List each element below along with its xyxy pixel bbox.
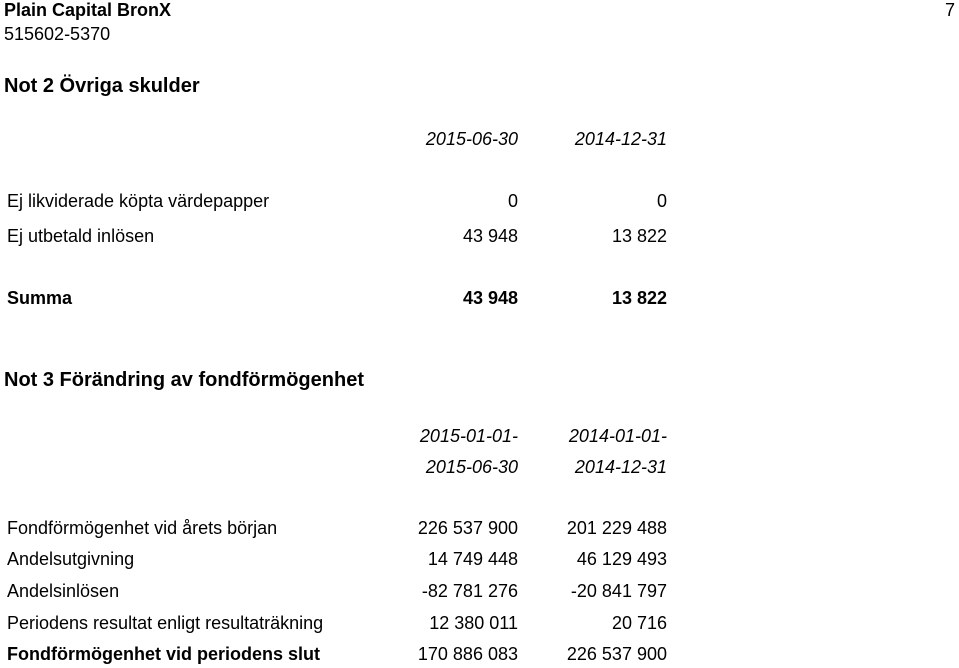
note2-total-value-1: 43 948 — [462, 288, 518, 308]
note2-total-label: Summa — [7, 288, 73, 308]
note3-col1-period-end: 2015-06-30 — [425, 457, 518, 477]
note3-total-value-1: 170 886 083 — [417, 644, 518, 664]
note2-total-value-2: 13 822 — [611, 288, 667, 308]
note3-row-label: Fondförmögenhet vid årets början — [7, 518, 278, 538]
note3-row-label: Periodens resultat enligt resultaträkning — [7, 613, 324, 633]
note3-row-value-2: -20 841 797 — [570, 581, 667, 601]
note3-row-value-2: 20 716 — [611, 613, 667, 633]
note3-total-value-2: 226 537 900 — [566, 644, 667, 664]
note3-row-value-1: 14 749 448 — [427, 549, 518, 569]
note3-row-label: Andelsutgivning — [7, 549, 135, 569]
note3-row-value-1: 226 537 900 — [417, 518, 518, 538]
note3-title: Not 3 Förändring av fondförmögenhet — [4, 369, 364, 391]
note3-row-label: Andelsinlösen — [7, 581, 120, 601]
note2-row-value-2: 13 822 — [611, 226, 667, 246]
org-number: 515602-5370 — [4, 24, 111, 44]
note3-row-value-2: 201 229 488 — [566, 518, 667, 538]
note2-row-value-1: 43 948 — [462, 226, 518, 246]
page-number: 7 — [944, 0, 955, 20]
note2-row-value-1: 0 — [507, 191, 518, 211]
note3-col2-period-start: 2014-01-01- — [568, 426, 667, 446]
note3-row-value-2: 46 129 493 — [576, 549, 667, 569]
note3-row-value-1: -82 781 276 — [421, 581, 518, 601]
note3-total-label: Fondförmögenhet vid periodens slut — [7, 644, 321, 664]
note3-col2-period-end: 2014-12-31 — [574, 457, 667, 477]
note3-row-value-1: 12 380 011 — [429, 613, 518, 633]
note2-row-value-2: 0 — [656, 191, 667, 211]
note2-row-label: Ej utbetald inlösen — [7, 226, 155, 246]
note2-title: Not 2 Övriga skulder — [4, 75, 200, 97]
company-name: Plain Capital BronX — [4, 0, 172, 20]
note2-col1-date: 2015-06-30 — [425, 129, 518, 149]
note3-col1-period-start: 2015-01-01- — [419, 426, 518, 446]
note2-row-label: Ej likviderade köpta värdepapper — [7, 191, 270, 211]
note2-col2-date: 2014-12-31 — [574, 129, 667, 149]
